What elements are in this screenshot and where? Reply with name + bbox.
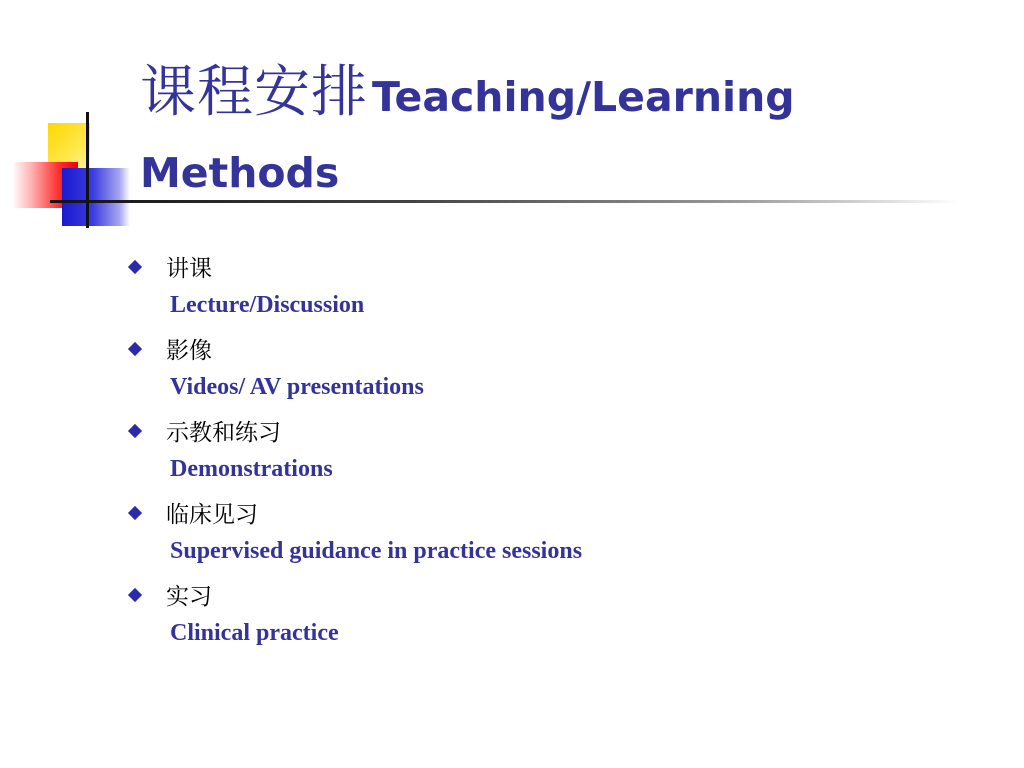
diamond-bullet-icon — [128, 260, 142, 274]
diamond-bullet-icon — [128, 506, 142, 520]
item-english-label: Supervised guidance in practice sessions — [170, 538, 583, 564]
vertical-divider-line — [86, 112, 89, 228]
item-chinese-label: 示教和练习 — [166, 420, 281, 446]
item-english-label: Clinical practice — [170, 620, 339, 646]
diamond-bullet-icon — [128, 588, 142, 602]
item-chinese-label: 实习 — [166, 584, 212, 610]
item-english-label: Demonstrations — [170, 456, 333, 482]
item-english-label: Videos/ AV presentations — [170, 374, 424, 400]
diamond-bullet-icon — [128, 424, 142, 438]
slide-title-chinese: 课程安排 — [140, 60, 368, 125]
slide-title-english: Teaching/Learning Methods — [140, 73, 795, 197]
diamond-bullet-icon — [128, 342, 142, 356]
slide-title — [140, 60, 1000, 216]
blue-square — [62, 168, 130, 226]
item-chinese-label: 讲课 — [166, 256, 212, 282]
item-chinese-label: 影像 — [166, 338, 212, 364]
item-english-label: Lecture/Discussion — [170, 292, 365, 318]
item-chinese-label: 临床见习 — [166, 502, 258, 528]
